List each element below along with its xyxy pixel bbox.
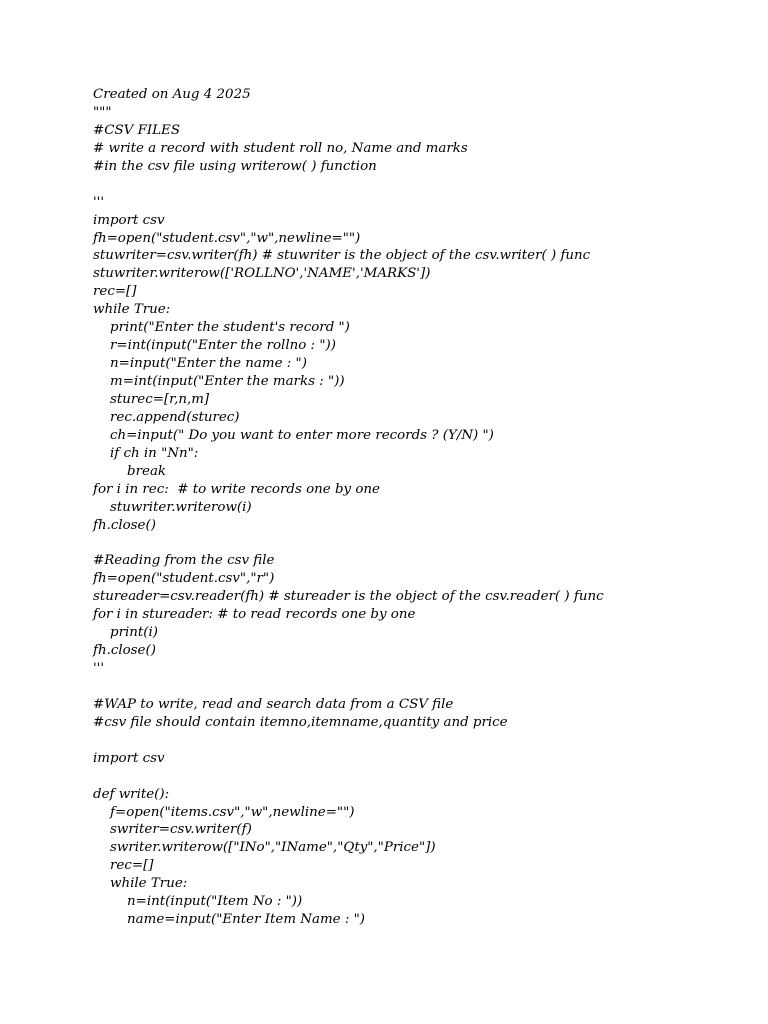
code-line: swriter=csv.writer(f) <box>93 822 252 838</box>
code-line: def write(): <box>93 786 170 802</box>
code-line: stuwriter.writerow(i) <box>93 499 252 515</box>
code-line: rec.append(sturec) <box>93 409 240 425</box>
code-line: print("Enter the student's record ") <box>93 320 350 336</box>
code-line: stuwriter.writerow(['ROLLNO','NAME','MARKS']) <box>93 266 431 282</box>
code-line: ch=input(" Do you want to enter more records ? (Y/N) ") <box>93 427 494 443</box>
code-line: if ch in "Nn": <box>93 445 199 461</box>
code-line: ''' <box>93 194 105 210</box>
code-line <box>93 732 733 750</box>
code-line: import csv <box>93 212 165 228</box>
code-listing <box>93 86 733 929</box>
code-line: for i in rec: # to write records one by one <box>93 481 380 497</box>
code-line: for i in stureader: # to read records one by one <box>93 607 416 623</box>
code-line: m=int(input("Enter the marks : ")) <box>93 374 345 389</box>
code-line <box>93 768 733 786</box>
code-line: sturec=[r,n,m] <box>93 391 210 407</box>
code-line: print(i) <box>93 625 159 641</box>
code-line: break <box>93 463 167 479</box>
code-line: swriter.writerow(["INo","IName","Qty","Price"]) <box>93 840 436 856</box>
code-line: # write a record with student roll no, Name and marks <box>93 140 468 156</box>
code-line: rec=[] <box>93 858 154 874</box>
code-line: #in the csv file using writerow( ) function <box>93 158 377 174</box>
code-line <box>93 176 733 194</box>
code-line: fh.close() <box>93 517 156 533</box>
code-line: r=int(input("Enter the rollno : ")) <box>93 338 336 354</box>
code-line: while True: <box>93 302 171 318</box>
code-line <box>93 678 733 696</box>
code-line: """ <box>93 104 112 120</box>
code-line: #WAP to write, read and search data from a CSV file <box>93 696 454 712</box>
code-line: f=open("items.csv","w",newline="") <box>93 804 355 820</box>
code-line: stureader=csv.reader(fh) # stureader is the object of the csv.reader( ) func <box>93 589 604 605</box>
code-line: ''' <box>93 661 105 676</box>
code-line: n=input("Enter the name : ") <box>93 356 307 372</box>
code-line: #csv file should contain itemno,itemname,quantity and price <box>93 714 508 730</box>
code-line: n=int(input("Item No : ")) <box>93 894 303 910</box>
code-line: fh=open("student.csv","r") <box>93 571 275 587</box>
code-line: #Reading from the csv file <box>93 553 275 569</box>
code-line: name=input("Enter Item Name : ") <box>93 912 366 928</box>
code-line: stuwriter=csv.writer(fh) # stuwriter is the object of the csv.writer( ) func <box>93 248 591 264</box>
code-line: import csv <box>93 750 165 766</box>
code-line: fh=open("student.csv","w",newline="") <box>93 230 361 246</box>
code-line: #CSV FILES <box>93 122 180 138</box>
code-line: rec=[] <box>93 284 137 300</box>
code-line: Created on Aug 4 2025 <box>93 87 251 102</box>
code-line: fh.close() <box>93 643 156 659</box>
code-line <box>93 534 733 552</box>
code-line: while True: <box>93 876 188 892</box>
